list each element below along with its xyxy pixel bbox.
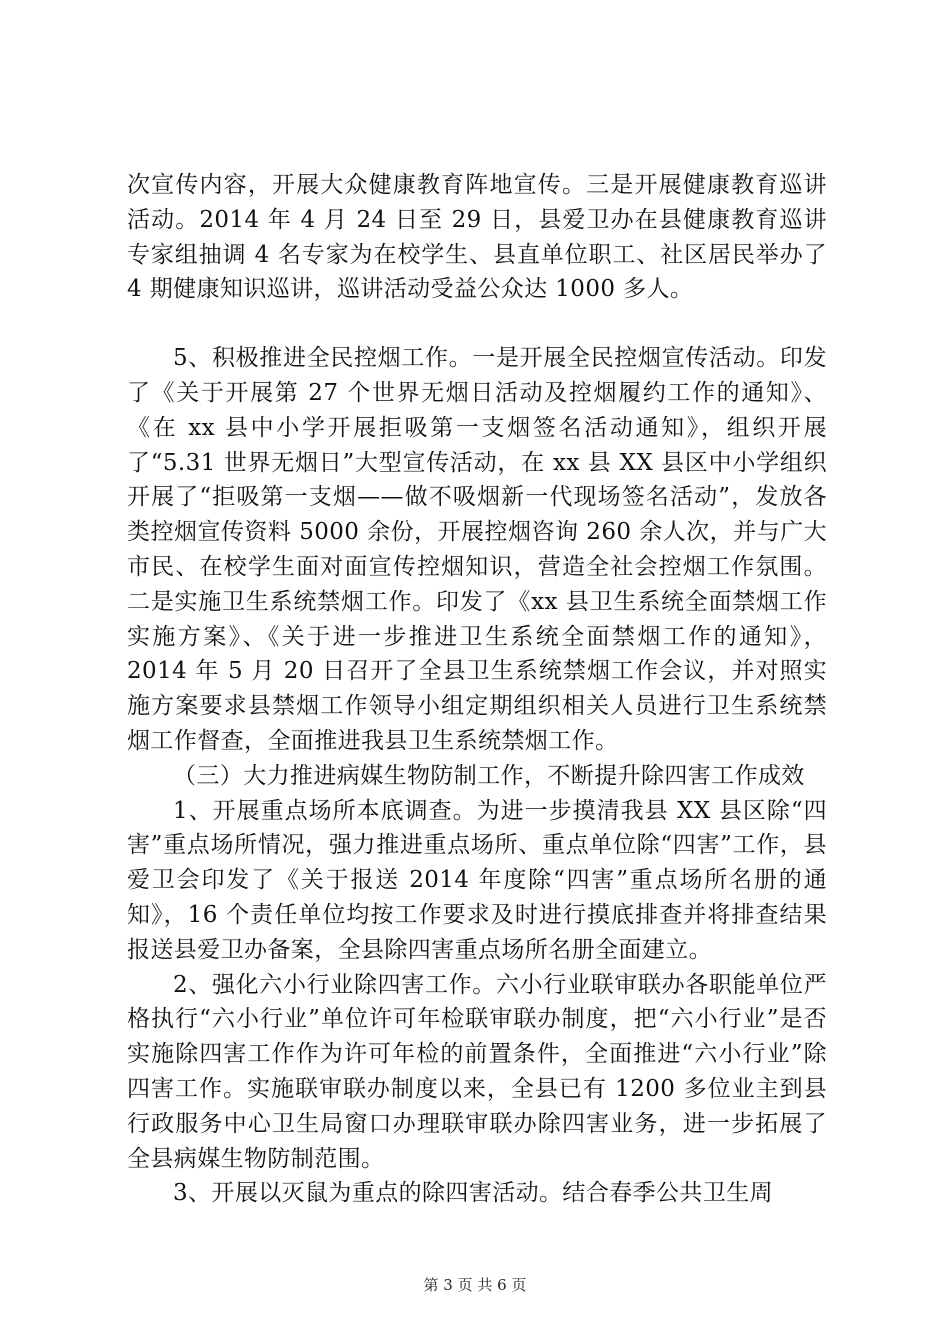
paragraph-rodent-control: 3、开展以灭鼠为重点的除四害活动。结合春季公共卫生周 — [173, 1180, 774, 1207]
paragraph-tobacco-control: 5、积极推进全民控烟工作。一是开展全民控烟宣传活动。印发了《关于开展第 27 个世界无烟日活动及控烟履约工作的通知》、《在 xx 县中小学开展拒吸第一支烟签名活动通知》，组织开展了“5.31 世界无烟日”大型宣传活动，在 xx 县 XX 县区中小学组织开展了“拒吸第一支烟——做不吸烟新一代现场签名活动”，发放各类控烟宣传资料 5000 余份，开展控烟咨询 260 余人次，并与广大市民、在校学生面对面宣传控烟知识，营造全社会控烟工作氛围。二是实施卫生系统禁烟工作。印发了《xx 县卫生系统全面禁烟工作实施方案》、《关于进一步推进卫生系统全面禁烟工作的通知》，2014 年 5 月 20 日召开了全县卫生系统禁烟工作会议，并对照实施方案要求县禁烟工作领导小组定期组织相关人员进行卫生系统禁烟工作督查，全面推进我县卫生系统禁烟工作。 — [127, 345, 827, 754]
paragraph-key-sites-survey: 1、开展重点场所本底调查。为进一步摸清我县 XX 县区除“四害”重点场所情况，强力推进重点场所、重点单位除“四害”工作，县爱卫会印发了《关于报送 2014 年度除“四害”重点场所名册的通知》，16 个责任单位均按工作要求及时进行摸底排查并将排查结果报送县爱卫办备案，全县除四害重点场所名册全面建立。 — [127, 797, 827, 963]
document-body — [127, 168, 827, 1211]
paragraph-health-education-tour: 次宣传内容，开展大众健康教育阵地宣传。三是开展健康教育巡讲活动。2014 年 4 月 24 日至 29 日，县爱卫办在县健康教育巡讲专家组抽调 4 名专家为在校学生、县直单位职工、社区居民举办了 4 期健康知识巡讲，巡讲活动受益公众达 1000 多人。 — [127, 172, 827, 303]
section-heading-vector-control: （三）大力推进病媒生物防制工作，不断提升除四害工作成效 — [173, 762, 805, 789]
paragraph-six-small-industries: 2、强化六小行业除四害工作。六小行业联审联办各职能单位严格执行“六小行业”单位许可年检联审联办制度，把“六小行业”是否实施除四害工作作为许可年检的前置条件，全面推进“六小行业”除四害工作。实施联审联办制度以来，全县已有 1200 多位业主到县行政服务中心卫生局窗口办理联审联办除四害业务，进一步拓展了全县病媒生物防制范围。 — [127, 971, 827, 1172]
paragraph-gap — [127, 307, 827, 341]
page-footer: 第 3 页 共 6 页 — [423, 1276, 527, 1294]
